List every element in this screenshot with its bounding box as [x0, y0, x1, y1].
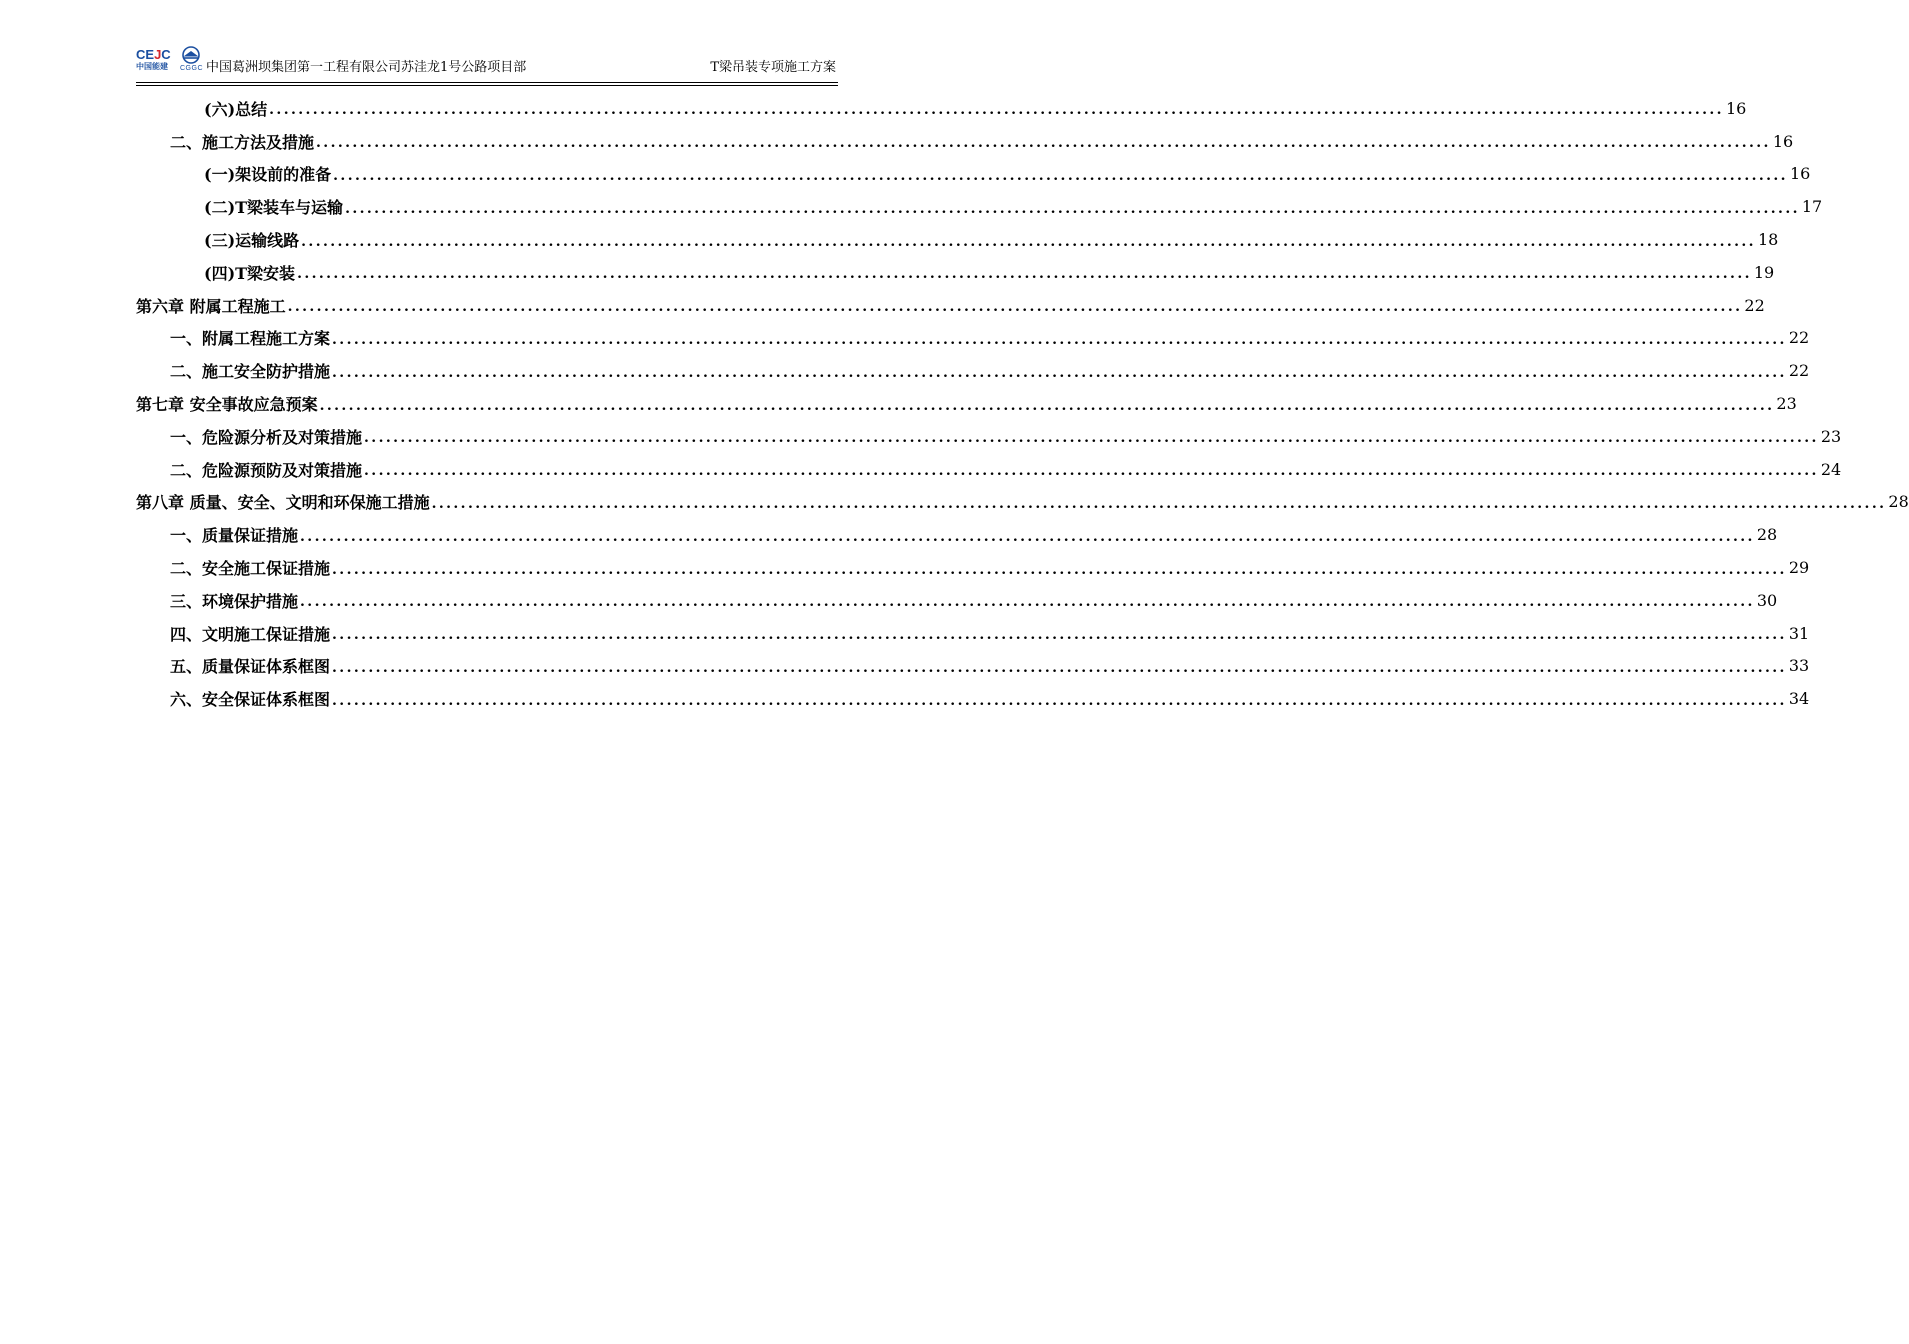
toc-entry-page-number: 19	[1753, 262, 1775, 282]
toc-entry-title: 四、文明施工保证措施	[170, 624, 331, 644]
toc-entry-title: (三)运输线路	[204, 231, 300, 251]
toc-entry-page-number: 17	[1801, 197, 1823, 217]
toc-entry-title: 第七章 安全事故应急预案	[136, 395, 318, 415]
toc-entry[interactable]	[136, 256, 1775, 289]
document-title: T梁吊装专项施工方案	[710, 60, 836, 75]
toc-entry-page-number: 24	[1820, 459, 1842, 479]
header-divider-thin	[136, 85, 838, 86]
toc-entry-page-number: 16	[1772, 131, 1794, 151]
toc-entry-page-number: 22	[1744, 295, 1765, 315]
table-of-contents	[136, 92, 1909, 715]
toc-entry-title: 三、环境保护措施	[170, 591, 299, 611]
toc-leader-dots: ........................................................................................................................................................................................................	[287, 299, 1743, 316]
toc-leader-dots: ........................................................................................................................................................................................................	[316, 135, 1771, 152]
toc-entry[interactable]	[136, 551, 1810, 584]
toc-entry-title: (二)T梁装车与运输	[204, 198, 344, 218]
toc-leader-dots: ........................................................................................................................................................................................................	[300, 594, 1755, 611]
toc-entry-page-number: 29	[1788, 558, 1810, 578]
toc-entry-page-number: 33	[1788, 656, 1810, 676]
toc-entry[interactable]	[136, 354, 1810, 387]
toc-entry[interactable]	[136, 420, 1842, 453]
toc-entry-title: 第八章 质量、安全、文明和环保施工措施	[136, 493, 430, 513]
toc-entry-title: 一、质量保证措施	[170, 526, 299, 546]
toc-entry[interactable]	[136, 518, 1778, 551]
toc-entry-page-number: 22	[1788, 361, 1810, 381]
toc-entry-page-number: 31	[1788, 623, 1810, 643]
toc-leader-dots: ........................................................................................................................................................................................................	[345, 200, 1800, 217]
toc-entry-title: (一)架设前的准备	[204, 165, 332, 185]
toc-leader-dots: ........................................................................................................................................................................................................	[332, 331, 1787, 348]
toc-entry-page-number: 16	[1789, 164, 1811, 184]
toc-entry-title: 二、危险源预防及对策措施	[170, 460, 363, 480]
company-title: 中国葛洲坝集团第一工程有限公司苏洼龙1号公路项目部	[206, 60, 527, 75]
toc-entry-page-number: 18	[1757, 230, 1779, 250]
toc-entry[interactable]	[136, 453, 1842, 486]
toc-leader-dots: ........................................................................................................................................................................................................	[431, 495, 1887, 512]
toc-entry-title: 第六章 附属工程施工	[136, 296, 286, 316]
toc-leader-dots: ........................................................................................................................................................................................................	[333, 167, 1788, 184]
page-header	[136, 46, 838, 84]
toc-entry[interactable]	[136, 289, 1765, 322]
toc-entry[interactable]	[136, 617, 1810, 650]
toc-entry[interactable]	[136, 223, 1779, 256]
toc-entry-title: 二、施工安全防护措施	[170, 362, 331, 382]
toc-entry-title: 六、安全保证体系框图	[170, 690, 331, 710]
toc-entry[interactable]	[136, 486, 1909, 519]
toc-entry-page-number: 23	[1776, 394, 1797, 414]
cejc-logo-subtitle: 中国能建	[136, 62, 168, 71]
toc-entry[interactable]	[136, 190, 1823, 223]
toc-entry-title: 二、施工方法及措施	[170, 132, 315, 152]
toc-entry[interactable]	[136, 125, 1794, 158]
toc-leader-dots: ........................................................................................................................................................................................................	[364, 463, 1819, 480]
toc-leader-dots: ........................................................................................................................................................................................................	[332, 561, 1787, 578]
header-divider	[136, 82, 838, 83]
toc-entry-title: (四)T梁安装	[204, 263, 296, 283]
toc-leader-dots: ........................................................................................................................................................................................................	[300, 528, 1755, 545]
toc-entry-title: 二、安全施工保证措施	[170, 559, 331, 579]
toc-entry[interactable]	[136, 650, 1810, 683]
toc-leader-dots: ........................................................................................................................................................................................................	[332, 692, 1787, 709]
toc-leader-dots: ........................................................................................................................................................................................................	[269, 102, 1724, 119]
toc-entry-page-number: 16	[1725, 98, 1747, 118]
toc-entry-page-number: 34	[1788, 689, 1810, 709]
toc-leader-dots: ........................................................................................................................................................................................................	[301, 233, 1756, 250]
toc-entry-title: 一、附属工程施工方案	[170, 329, 331, 349]
toc-entry-title: 五、质量保证体系框图	[170, 657, 331, 677]
toc-entry[interactable]	[136, 322, 1810, 355]
toc-entry-title: (六)总结	[204, 99, 268, 119]
cggc-logo	[180, 46, 204, 76]
toc-entry[interactable]	[136, 92, 1747, 125]
toc-leader-dots: ........................................................................................................................................................................................................	[297, 266, 1752, 283]
toc-entry[interactable]	[136, 584, 1778, 617]
cejc-logo-mark: CEJC	[136, 47, 171, 62]
toc-entry[interactable]	[136, 387, 1797, 420]
toc-leader-dots: ........................................................................................................................................................................................................	[332, 364, 1787, 381]
toc-entry-title: 一、危险源分析及对策措施	[170, 427, 363, 447]
toc-entry-page-number: 30	[1756, 590, 1778, 610]
cejc-logo	[136, 48, 176, 76]
cggc-emblem-icon	[180, 46, 202, 66]
toc-entry-page-number: 28	[1888, 492, 1909, 512]
toc-leader-dots: ........................................................................................................................................................................................................	[319, 397, 1775, 414]
cggc-logo-subtitle: CGGC	[180, 65, 203, 72]
toc-leader-dots: ........................................................................................................................................................................................................	[332, 627, 1787, 644]
toc-entry-page-number: 28	[1756, 525, 1778, 545]
toc-leader-dots: ........................................................................................................................................................................................................	[332, 659, 1787, 676]
toc-leader-dots: ........................................................................................................................................................................................................	[364, 430, 1819, 447]
toc-entry[interactable]	[136, 682, 1810, 715]
toc-entry-page-number: 22	[1788, 328, 1810, 348]
toc-entry-page-number: 23	[1820, 426, 1842, 446]
toc-entry[interactable]	[136, 158, 1811, 191]
